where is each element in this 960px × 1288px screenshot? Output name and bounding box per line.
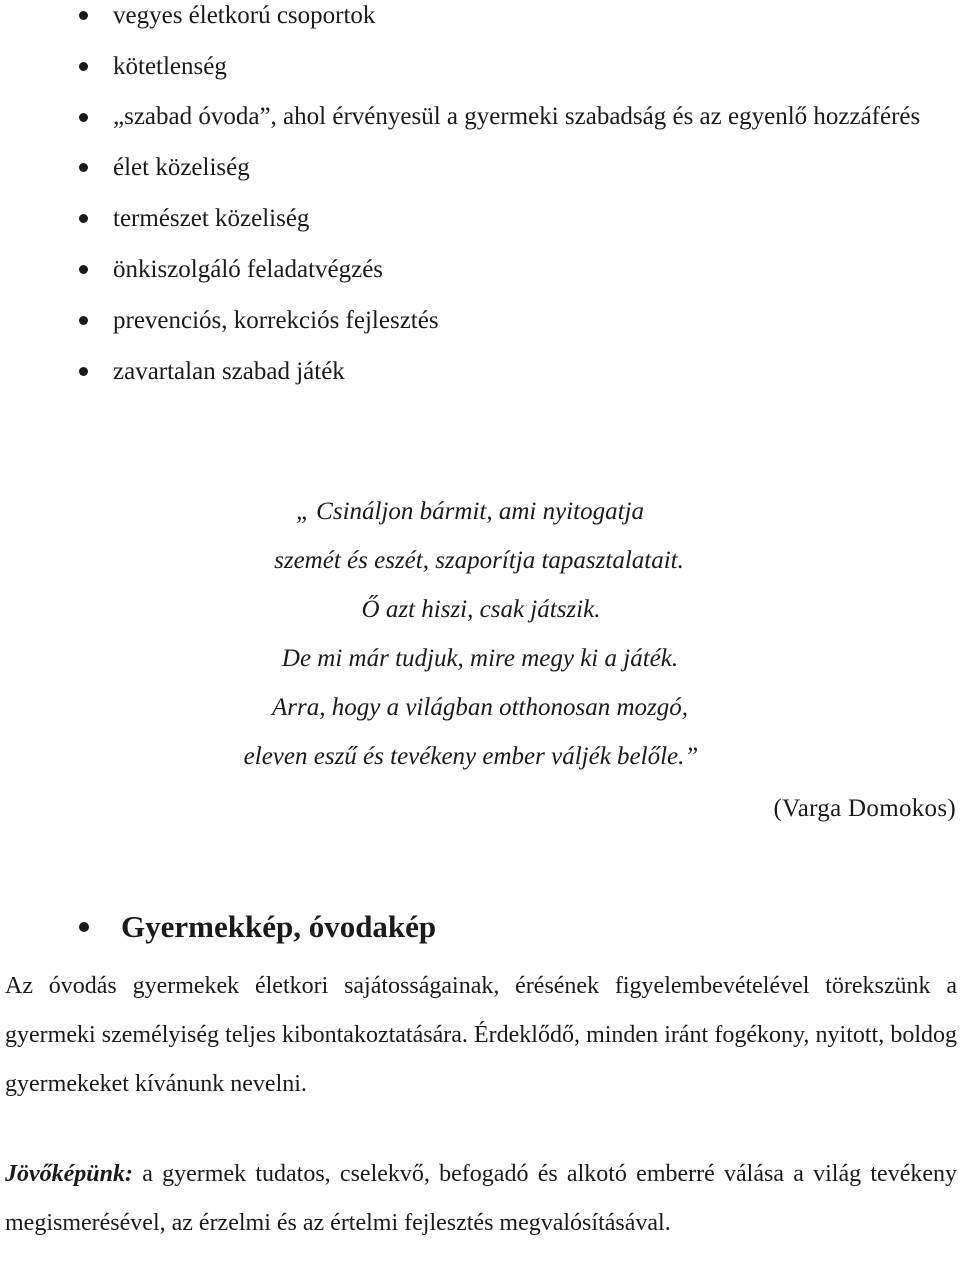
- bullet-item: [0, 92, 960, 142]
- bullet-item: [0, 142, 960, 193]
- bullet-item: [0, 193, 960, 244]
- poem-line: eleven eszű és tevékeny ember váljék belőle.”: [243, 743, 699, 770]
- vision-lead: Jövőképünk:: [5, 1161, 133, 1187]
- bullet-icon: [79, 367, 88, 376]
- vision-paragraph: [5, 1150, 957, 1248]
- poem-line: „ Csináljon bármit, ami nyitogatja: [296, 498, 644, 525]
- bullet-icon: [79, 316, 88, 325]
- bullet-text: prevenciós, korrekciós fejlesztés: [113, 307, 439, 334]
- bullet-text: önkiszolgáló feladatvégzés: [113, 256, 384, 283]
- bullet-text: élet közeliség: [113, 154, 250, 181]
- bullet-text: kötetlenség: [113, 53, 227, 80]
- poem-line: Arra, hogy a világban otthonosan mozgó,: [272, 694, 688, 721]
- bullet-item: [0, 41, 960, 92]
- bullet-icon: [79, 11, 88, 20]
- bullet-text: zavartalan szabad játék: [113, 358, 345, 385]
- poem-author: (Varga Domokos): [773, 795, 956, 822]
- bullet-item: [0, 295, 960, 346]
- section-title: Gyermekkép, óvodakép: [121, 909, 437, 944]
- section-heading: [0, 900, 960, 954]
- bullet-icon: [79, 922, 89, 932]
- bullet-icon: [79, 62, 88, 71]
- bullet-icon: [79, 163, 88, 172]
- bullet-icon: [79, 265, 88, 274]
- poem-line: Ő azt hiszi, csak játszik.: [361, 596, 601, 623]
- bullet-icon: [79, 214, 88, 223]
- bullet-text: vegyes életkorú csoportok: [113, 2, 376, 29]
- feature-bullet-list: [0, 0, 960, 397]
- bullet-icon: [79, 113, 88, 122]
- bullet-item: [0, 0, 960, 41]
- section-paragraph: Az óvodás gyermekek életkori sajátosságainak, érésének figyelembevételével törekszünk a gyermeki személyiség teljes kibontakoztatására. Érdeklődő, minden iránt fogékony, nyitott, boldog gyermekeket kívánunk nevelni.: [5, 973, 957, 1097]
- bullet-text: „szabad óvoda”, ahol érvényesül a gyermeki szabadság és az egyenlő hozzáférés: [113, 103, 921, 130]
- bullet-item: [0, 244, 960, 295]
- vision-text: a gyermek tudatos, cselekvő, befogadó és alkotó emberré válása a világ tevékeny megismerésével, az érzelmi és az értelmi fejlesztés megvalósításával.: [5, 1161, 957, 1236]
- bullet-text: természet közeliség: [113, 205, 310, 232]
- poem-line: szemét és eszét, szaporítja tapasztalatait.: [274, 547, 684, 574]
- bullet-item: [0, 346, 960, 397]
- poem-quote: [0, 487, 960, 781]
- poem-line: De mi már tudjuk, mire megy ki a játék.: [281, 645, 679, 672]
